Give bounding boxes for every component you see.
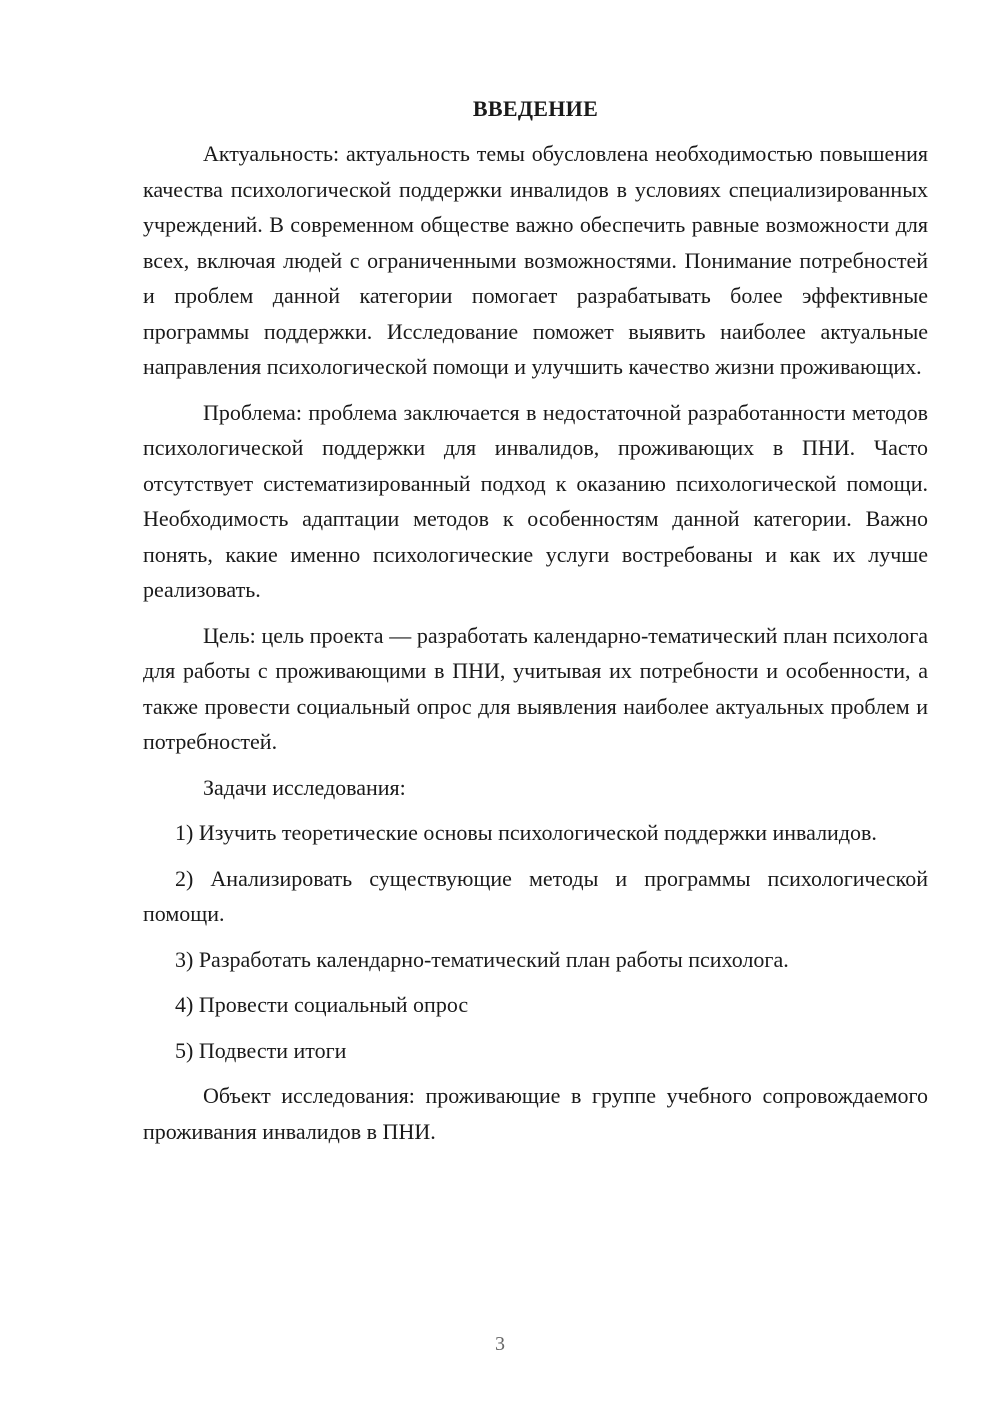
relevance-paragraph: Актуальность: актуальность темы обусловлена необходимостью повышения качества психологической поддержки инвалидов в условиях специализированных учреждений. В современном обществе важно обеспечить равные возможности для всех, включая людей с ограниченными возможностями. Понимание потребностей и проблем данной категории помогает разрабатывать более эффективные программы поддержки. Исследование поможет выявить наиболее актуальные направления психологической помощи и улучшить качество жизни проживающих.: [143, 141, 928, 379]
section-heading: ВВЕДЕНИЕ: [472, 96, 599, 121]
goal-paragraph: Цель: цель проекта — разработать календарно-тематический план психолога для работы с проживающими в ПНИ, учитывая их потребности и особенности, а также провести социальный опрос для выявления наиболее актуальных проблем и потребностей.: [143, 622, 928, 754]
task-item-2: 2) Анализировать существующие методы и программы психологической помощи.: [143, 865, 928, 926]
page-number: 3: [495, 1333, 505, 1355]
tasks-list: [143, 815, 928, 1068]
task-item-5: 5) Подвести итоги: [175, 1037, 347, 1063]
task-item-3: 3) Разработать календарно-тематический план работы психолога.: [175, 946, 789, 972]
task-item-4: 4) Провести социальный опрос: [175, 992, 469, 1017]
problem-paragraph: Проблема: проблема заключается в недостаточной разработанности методов психологической поддержки для инвалидов, проживающих в ПНИ. Часто отсутствует систематизированный подход к оказанию психологической помощи. Необходимость адаптации методов к особенностям данной категории. Важно понять, какие именно психологические услуги востребованы и как их лучше реализовать.: [143, 399, 928, 602]
tasks-heading: Задачи исследования:: [203, 774, 406, 800]
object-paragraph: Объект исследования: проживающие в группе учебного сопровождаемого проживания инвалидов в ПНИ.: [143, 1083, 928, 1144]
document-page: [143, 94, 928, 1159]
task-item-1: 1) Изучить теоретические основы психологической поддержки инвалидов.: [175, 820, 877, 845]
